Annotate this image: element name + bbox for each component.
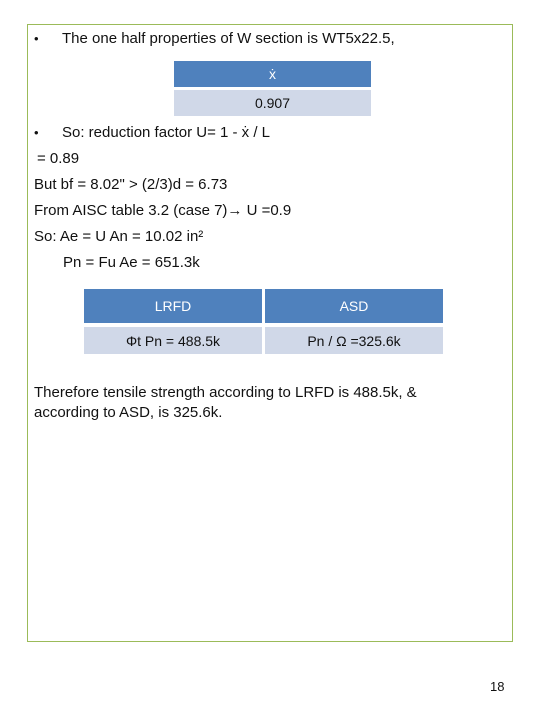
asd-value: Pn / Ω =325.6k	[265, 327, 443, 354]
intro-text: The one half properties of W section is WT5x22.5,	[62, 30, 395, 47]
xbar-value: 0.907	[174, 90, 371, 116]
calc-line-2: = 0.89	[37, 150, 80, 167]
lrfd-header: LRFD	[84, 289, 262, 323]
calc-line-3: But bf = 8.02" > (2/3)d = 6.73	[34, 176, 228, 193]
xbar-header: ẋ	[174, 61, 371, 87]
calc-line-5: So: Ae = U An = 10.02 in²	[34, 228, 204, 245]
intro-bullet: •	[34, 31, 39, 46]
calc-line-4: From AISC table 3.2 (case 7)→ U =0.9	[34, 202, 292, 219]
calc-line-6: Pn = Fu Ae = 651.3k	[63, 254, 200, 271]
calc-line-1: So: reduction factor U= 1 - ẋ / L	[62, 124, 271, 141]
lrfd-value: Φt Pn = 488.5k	[84, 327, 262, 354]
asd-header: ASD	[265, 289, 443, 323]
conclusion-text: Therefore tensile strength according to LRFD is 488.5k, & according to ASD, is 325.6k.	[34, 384, 417, 421]
calc-bullet: •	[34, 125, 39, 140]
page-number: 18	[490, 679, 505, 694]
